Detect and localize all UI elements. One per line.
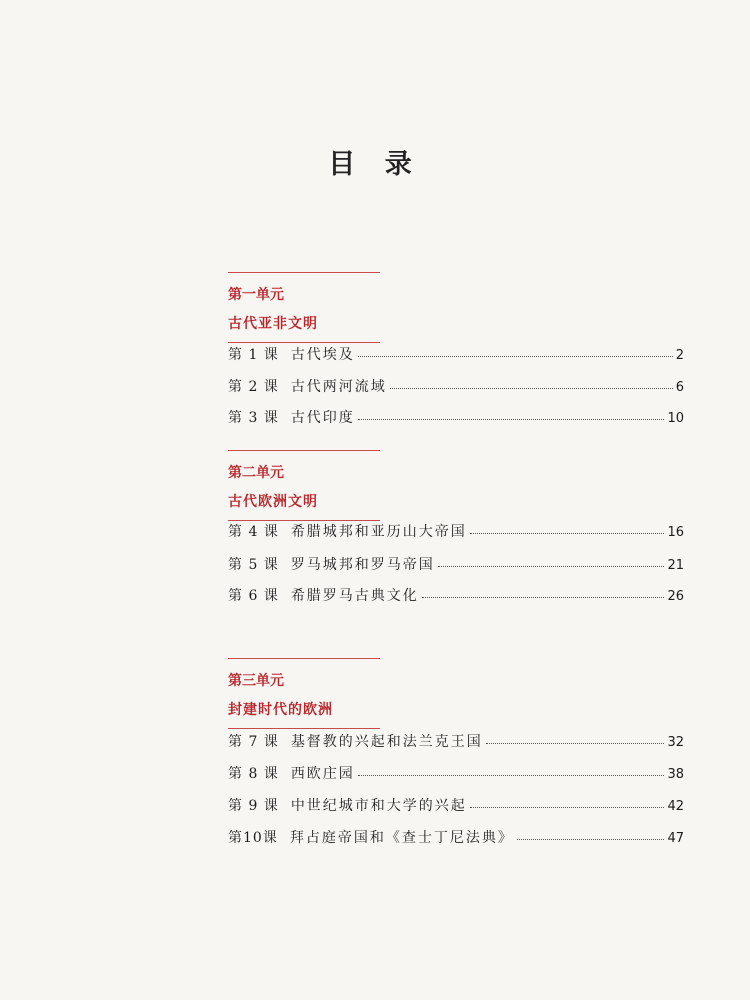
- lesson-title: 罗马城邦和罗马帝国: [290, 557, 435, 573]
- dot-leader: [486, 742, 665, 744]
- unit-name: 古代亚非文明: [228, 316, 318, 332]
- dot-leader: [517, 838, 665, 840]
- toc-entry[interactable]: [228, 407, 684, 427]
- dot-leader: [390, 387, 673, 389]
- lesson-title: 中世纪城市和大学的兴起: [290, 798, 467, 814]
- lesson-title: 西欧庄园: [290, 766, 355, 782]
- dot-leader: [358, 355, 673, 357]
- dot-leader: [358, 774, 665, 776]
- unit-name: 封建时代的欧洲: [228, 702, 333, 718]
- toc-entry[interactable]: [228, 521, 684, 541]
- page-number: 42: [667, 799, 684, 814]
- lesson-title: 古代印度: [290, 410, 355, 426]
- toc-entry[interactable]: [228, 827, 684, 847]
- page-number: 16: [667, 525, 684, 540]
- unit-header: [228, 658, 380, 729]
- lesson-number: 第 8 课: [228, 766, 279, 782]
- unit-header: [228, 450, 380, 521]
- toc-entry[interactable]: [228, 344, 684, 364]
- page-title: 目 录: [328, 149, 422, 180]
- toc-entry[interactable]: [228, 585, 684, 605]
- toc-entry[interactable]: [228, 763, 684, 783]
- page-number: 10: [667, 411, 684, 426]
- lesson-number: 第 7 课: [228, 734, 279, 750]
- page-number: 32: [667, 735, 684, 750]
- toc-entry[interactable]: [228, 376, 684, 396]
- unit-number: 第一单元: [228, 287, 284, 303]
- lesson-title: 古代埃及: [290, 347, 355, 363]
- lesson-number: 第 1 课: [228, 347, 279, 363]
- lesson-number: 第 6 课: [228, 588, 279, 604]
- page-number: 47: [667, 831, 684, 846]
- divider: [228, 272, 380, 273]
- lesson-number: 第 4 课: [228, 524, 279, 540]
- lesson-number: 第 2 课: [228, 379, 279, 395]
- page-number: 2: [675, 348, 684, 363]
- unit-header: [228, 272, 380, 343]
- page-number: 26: [667, 589, 684, 604]
- dot-leader: [470, 806, 665, 808]
- lesson-title: 古代两河流域: [290, 379, 387, 395]
- dot-leader: [422, 596, 665, 598]
- lesson-title: 拜占庭帝国和《查士丁尼法典》: [289, 830, 514, 846]
- unit-name: 古代欧洲文明: [228, 494, 318, 510]
- lesson-number: 第10课: [228, 830, 278, 846]
- toc-entry[interactable]: [228, 554, 684, 574]
- lesson-number: 第 3 课: [228, 410, 279, 426]
- divider: [228, 728, 380, 729]
- divider: [228, 342, 380, 343]
- unit-number: 第二单元: [228, 465, 284, 481]
- dot-leader: [438, 565, 665, 567]
- lesson-title: 基督教的兴起和法兰克王国: [290, 734, 483, 750]
- lesson-title: 希腊城邦和亚历山大帝国: [290, 524, 467, 540]
- lesson-number: 第 5 课: [228, 557, 279, 573]
- page-number: 6: [675, 380, 684, 395]
- lesson-number: 第 9 课: [228, 798, 279, 814]
- page-number: 21: [667, 558, 684, 573]
- page-number: 38: [667, 767, 684, 782]
- toc-entry[interactable]: [228, 731, 684, 751]
- divider: [228, 450, 380, 451]
- dot-leader: [358, 418, 665, 420]
- toc-entry[interactable]: [228, 795, 684, 815]
- lesson-title: 希腊罗马古典文化: [290, 588, 419, 604]
- divider: [228, 658, 380, 659]
- unit-number: 第三单元: [228, 673, 284, 689]
- dot-leader: [470, 532, 665, 534]
